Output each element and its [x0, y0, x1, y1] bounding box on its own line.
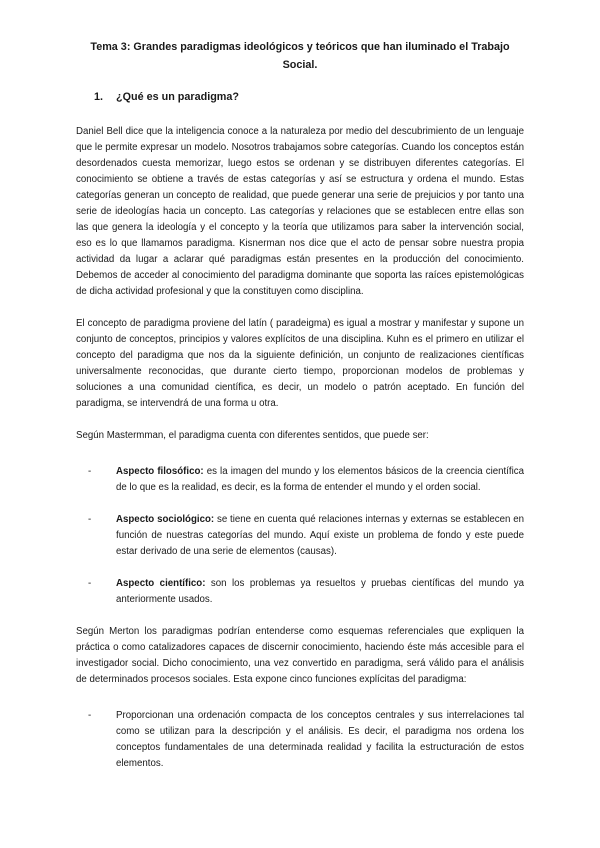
- list-item: [86, 708, 524, 772]
- functions-list: [76, 708, 524, 772]
- list-item: [86, 576, 524, 608]
- section-number: 1.: [94, 91, 104, 103]
- paragraph-mastermman: Según Mastermman, el paradigma cuenta con diferentes sentidos, que puede ser:: [76, 430, 429, 441]
- list-item-text: son los problemas ya resueltos y pruebas científicas del mundo ya anteriormente usados.: [116, 578, 524, 605]
- list-item-text: se tiene en cuenta qué relaciones internas y externas se establecen en función de nuestras categorías del mundo. Aquí existe un problema de fondo y este puede estar derivado de una serie de elementos (causas).: [116, 514, 525, 557]
- paragraph-merton: Según Merton los paradigmas podrían entenderse como esquemas referenciales que expliquen la práctica o como catalizadores capaces de discernir conocimiento, haciendo éste más accesible para el investigador social. Dicho conocimiento, una vez convertido en paradigma, será válido para el análisis de determinados procesos sociales. Esta expone cinco funciones explícitas del paradigma:: [76, 626, 524, 685]
- paragraph-kuhn: El concepto de paradigma proviene del latín ( paradeigma) es igual a mostrar y manifestar y supone un conjunto de conceptos, principios y valores explícitos de una disciplina. Kuhn es el primero en utilizar el concepto del paradigma que nos da la siguiente definición, un conjunto de realizaciones científicas universalmente reconocidas, que durante cierto tiempo, proporcionan modelos de problemas y soluciones a una comunidad científica, es decir, un modelo o patrón aceptado. En función del paradigma, se intervendrá de una forma u otra.: [76, 318, 524, 409]
- document-title: Tema 3: Grandes paradigmas ideológicos y teóricos que han iluminado el Trabajo Social.: [90, 41, 510, 71]
- dash-bullet: -: [88, 710, 92, 721]
- list-item: [86, 464, 524, 496]
- dash-bullet: -: [88, 514, 92, 525]
- list-item-text: es la imagen del mundo y los elementos básicos de la creencia científica de lo que es la realidad, es decir, es la forma de entender el mundo y el orden social.: [116, 466, 524, 493]
- list-item: [86, 512, 524, 560]
- paragraph-bell: Daniel Bell dice que la inteligencia conoce a la naturaleza por medio del descubrimiento de un lenguaje que le permite expresar un modelo. Nosotros trabajamos sobre categorías. Cuando los conceptos están desordenados cuesta memorizar, luego estos se ordenan y se distribuyen diferentes categorías. El conocimiento se obtiene a través de estas categorías y así se estructura y ordena el mundo. Estas categorías generan un concepto de realidad, que puede generar una serie de prejuicios y por tanto una serie de ideologías hacia un concepto. Las categorías y relaciones que se establecen entre ellas son las que genera la ideología y el concepto y la teoría que utilizamos para saber la intervención social, eso es lo que llamamos paradigma. Kisnerman nos dice que el acto de pensar sobre nuestra propia actividad da lugar a aclarar qué paradigmas están presentes en la producción del conocimiento. Debemos de acceder al conocimiento del paradigma dominante que soporta las raíces epistemológicas de dicha actividad profesional y que la constituyen como disciplina.: [76, 126, 524, 297]
- section-title: ¿Qué es un paradigma?: [116, 91, 239, 103]
- list-item-label: Aspecto científico:: [116, 578, 206, 589]
- list-item-text: Proporcionan una ordenación compacta de los conceptos centrales y sus interrelaciones tal como se utilizan para la descripción y el análisis. Es decir, el paradigma nos ordena los conceptos fundamentales de una determinada realidad y facilita la estructuración de estos elementos.: [116, 710, 524, 769]
- dash-bullet: -: [88, 466, 92, 477]
- list-item-label: Aspecto sociológico:: [116, 514, 215, 525]
- section-heading: [94, 88, 524, 106]
- dash-bullet: -: [88, 578, 92, 589]
- aspects-list: [76, 464, 524, 608]
- list-item-label: Aspecto filosófico:: [116, 466, 204, 477]
